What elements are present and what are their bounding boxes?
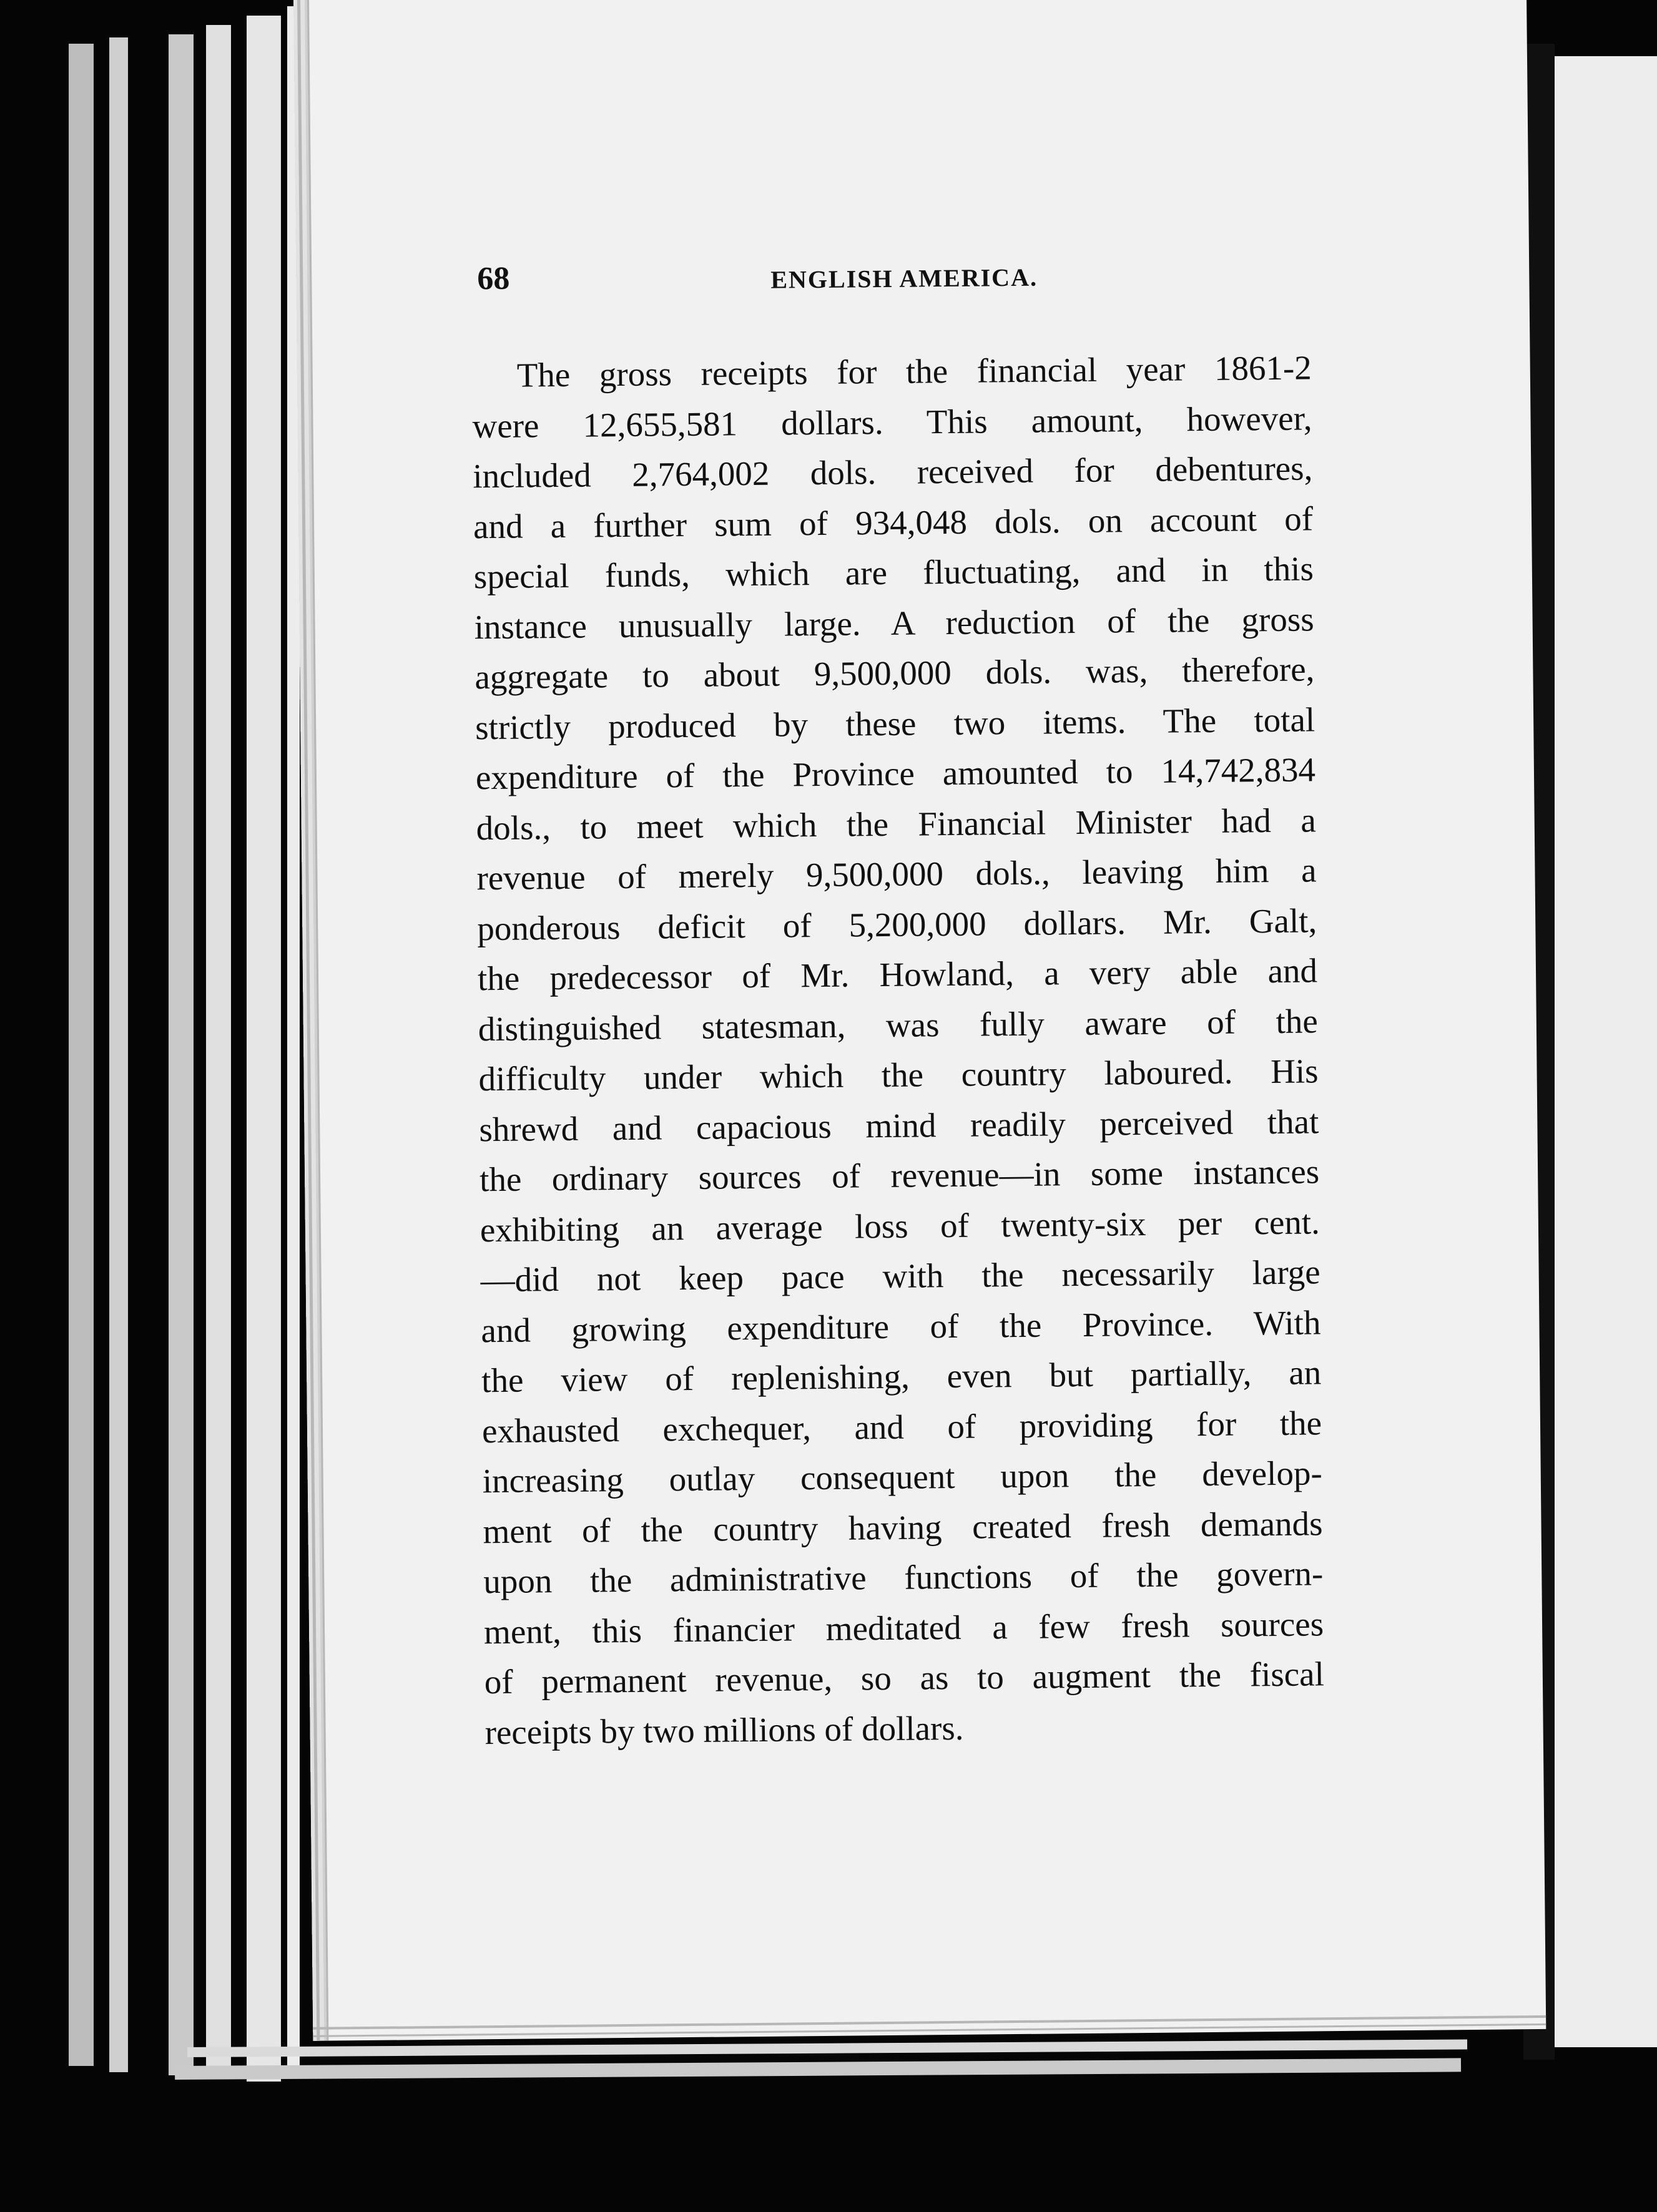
book-page bbox=[293, 0, 1546, 2041]
text-line: upon the administrative functions of the govern- bbox=[483, 1554, 1324, 1601]
text-line: and a further sum of 934,048 dols. on account of bbox=[473, 499, 1314, 546]
page-edge bbox=[69, 44, 94, 2066]
text-line: were 12,655,581 dollars. This amount, however, bbox=[472, 398, 1312, 445]
page-edge bbox=[169, 34, 194, 2075]
text-line: exhibiting an average loss of twenty-six per cent. bbox=[479, 1202, 1320, 1249]
text-line: of permanent revenue, so as to augment the fiscal bbox=[484, 1655, 1325, 1701]
running-head-title: ENGLISH AMERICA. bbox=[770, 263, 1038, 294]
text-line: —did not keep pace with the necessarily large bbox=[480, 1253, 1320, 1299]
page-edge bbox=[247, 16, 281, 2082]
text-line: the view of replenishing, even but partially, an bbox=[481, 1353, 1322, 1400]
page-edge bbox=[109, 37, 128, 2072]
text-line: the predecessor of Mr. Howland, a very able and bbox=[477, 951, 1318, 998]
page-border-line bbox=[307, 0, 328, 2041]
text-line: increasing outlay consequent upon the develop- bbox=[482, 1454, 1323, 1500]
text-line: dols., to meet which the Financial Minister had a bbox=[476, 800, 1316, 847]
bottom-page-edge bbox=[187, 2039, 1467, 2057]
bottom-page-edge bbox=[175, 2058, 1461, 2080]
text-line: exhausted exchequer, and of providing for the bbox=[481, 1403, 1322, 1450]
text-line: and growing expenditure of the Province. With bbox=[481, 1303, 1321, 1349]
text-line: The gross receipts for the financial year 1861-2 bbox=[516, 348, 1312, 394]
text-line: special funds, which are fluctuating, and in this bbox=[473, 549, 1314, 596]
body-paragraph bbox=[471, 343, 1325, 1758]
text-line: included 2,764,002 dols. received for debentures, bbox=[473, 449, 1313, 496]
text-line: revenue of merely 9,500,000 dols., leaving him a bbox=[476, 851, 1317, 898]
text-line: instance unusually large. A reduction of the gross bbox=[474, 599, 1314, 646]
text-line: ment, this financier meditated a few fresh sources bbox=[483, 1604, 1324, 1651]
page-edge bbox=[206, 25, 231, 2078]
page-border-line bbox=[313, 2015, 1546, 2030]
text-line: expenditure of the Province amounted to 14,742,834 bbox=[475, 750, 1316, 797]
text-line: ment of the country having created fresh demands bbox=[483, 1504, 1323, 1550]
text-line: the ordinary sources of revenue—in some instances bbox=[479, 1152, 1320, 1199]
text-line: strictly produced by these two items. The total bbox=[474, 700, 1315, 746]
text-line: ponderous deficit of 5,200,000 dollars. Mr. Galt, bbox=[476, 901, 1317, 947]
facing-page bbox=[1555, 56, 1657, 2047]
text-line: shrewd and capacious mind readily perceived that bbox=[479, 1102, 1319, 1148]
text-line: distinguished statesman, was fully aware of the bbox=[478, 1001, 1319, 1048]
text-line: receipts by two millions of dollars. bbox=[484, 1708, 964, 1751]
running-head bbox=[477, 252, 1414, 298]
page-number: 68 bbox=[477, 260, 510, 297]
text-line: aggregate to about 9,500,000 dols. was, therefore, bbox=[474, 650, 1315, 697]
text-line: difficulty under which the country laboured. His bbox=[478, 1052, 1319, 1099]
